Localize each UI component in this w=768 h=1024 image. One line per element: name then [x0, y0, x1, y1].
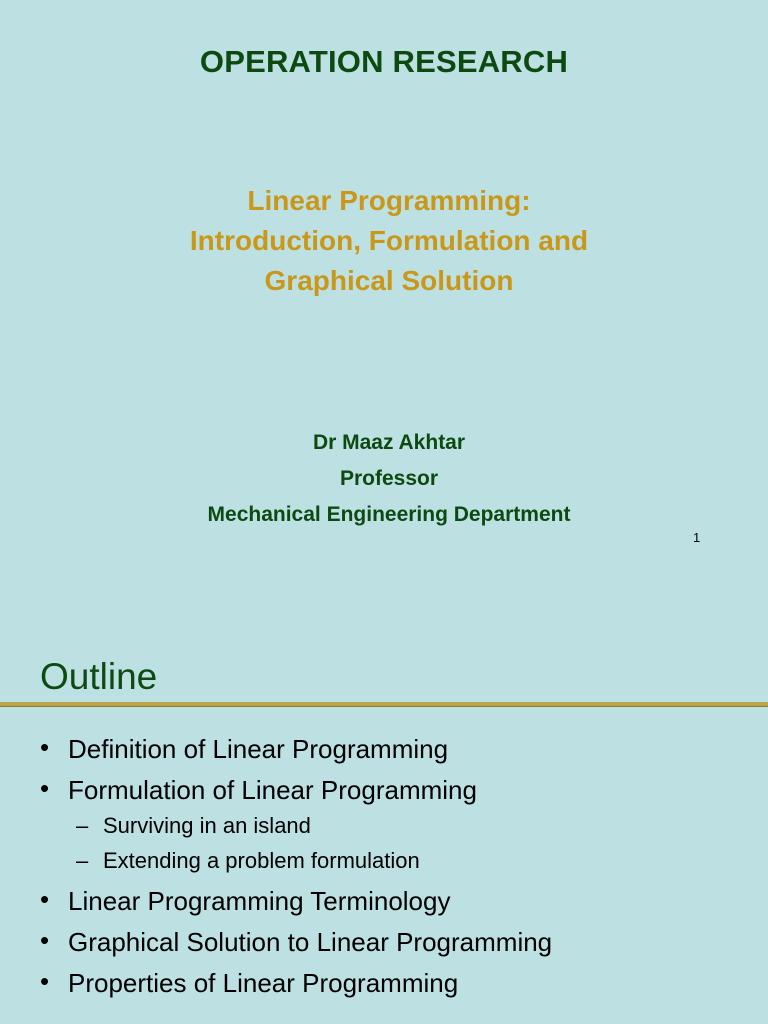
list-item: [0, 771, 768, 812]
list-item-text: Definition of Linear Programming: [68, 734, 449, 764]
author-block: [0, 425, 768, 533]
dash-marker: –: [76, 848, 89, 873]
outline-title: Outline: [40, 656, 158, 697]
subtitle-line: Introduction, Formulation and: [189, 225, 589, 256]
list-item: [0, 730, 768, 771]
outline-slide: [0, 630, 768, 1024]
bullet-marker: •: [40, 966, 50, 996]
list-item: [0, 923, 768, 964]
bullet-marker: •: [40, 925, 50, 955]
list-item: [0, 882, 768, 923]
dash-marker: –: [76, 813, 89, 838]
subtitle-line: Graphical Solution: [264, 265, 514, 296]
sub-list-item-text: Surviving in an island: [103, 813, 311, 838]
list-item-text: Graphical Solution to Linear Programming: [68, 927, 553, 957]
subtitle-line: Linear Programming:: [247, 185, 531, 216]
bullet-marker: •: [40, 773, 50, 803]
bullet-marker: •: [40, 732, 50, 762]
list-item-text: Formulation of Linear Programming: [68, 775, 477, 805]
presentation-subtitle: [0, 181, 768, 301]
list-item: [0, 964, 768, 1005]
author-position: Professor: [339, 467, 439, 490]
slide-number: 1: [693, 530, 701, 545]
bullet-marker: •: [40, 884, 50, 914]
author-name: Dr Maaz Akhtar: [312, 431, 466, 454]
list-item-text: Linear Programming Terminology: [68, 886, 451, 916]
sub-list-item: [0, 812, 768, 847]
sub-list-item: [0, 847, 768, 882]
sub-list-item-text: Extending a problem formulation: [103, 848, 420, 873]
title-divider: [0, 702, 768, 707]
author-department: Mechanical Engineering Department: [207, 503, 571, 526]
outline-list: [0, 730, 768, 1005]
presentation-title: OPERATION RESEARCH: [199, 44, 569, 79]
list-item-text: Properties of Linear Programming: [68, 968, 459, 998]
